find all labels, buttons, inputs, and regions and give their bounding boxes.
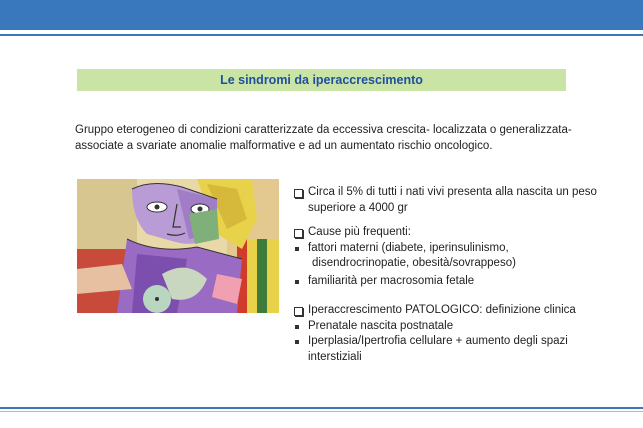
square-bullet-icon: [295, 325, 299, 329]
checkbox-bullet-icon: [294, 307, 303, 316]
footer-divider: [0, 407, 643, 409]
footer-divider-thin: [0, 411, 643, 412]
list-item: Circa il 5% di tutti i nati vivi presenta alla nascita un peso superiore a 4000 gr: [294, 185, 624, 216]
list-item: Iperplasia/Ipertrofia cellulare + aumento degli spazi interstiziali: [294, 334, 624, 365]
list-item: familiarità per macrosomia fetale: [294, 274, 624, 290]
slide-title: Le sindromi da iperaccrescimento: [220, 73, 423, 87]
list-item: Prenatale nascita postnatale: [294, 319, 624, 335]
slide-title-box: [77, 69, 566, 91]
intro-line-1: Gruppo eterogeneo di condizioni caratterizzate da eccessiva crescita- localizzata o generalizzata-: [75, 124, 572, 136]
square-bullet-icon: [295, 340, 299, 344]
square-bullet-icon: [295, 280, 299, 284]
list-item: fattori materni (diabete, iperinsulinismo, disendrocrinopatie, obesità/sovrappeso): [294, 241, 624, 272]
list-item: Cause più frequenti:: [294, 225, 624, 241]
intro-line-2: associate a svariate anomalie malformative e ad un aumentato rischio oncologico.: [75, 140, 493, 152]
header-divider: [0, 34, 643, 36]
list-item: Iperaccrescimento PATOLOGICO: definizione clinica: [294, 303, 624, 319]
square-bullet-icon: [295, 247, 299, 251]
header-bar: [0, 0, 643, 30]
cubist-portrait-painting: [77, 179, 279, 313]
checkbox-bullet-icon: [294, 189, 303, 198]
intro-paragraph: [75, 122, 595, 154]
checkbox-bullet-icon: [294, 229, 303, 238]
bullet-list: [294, 185, 624, 365]
